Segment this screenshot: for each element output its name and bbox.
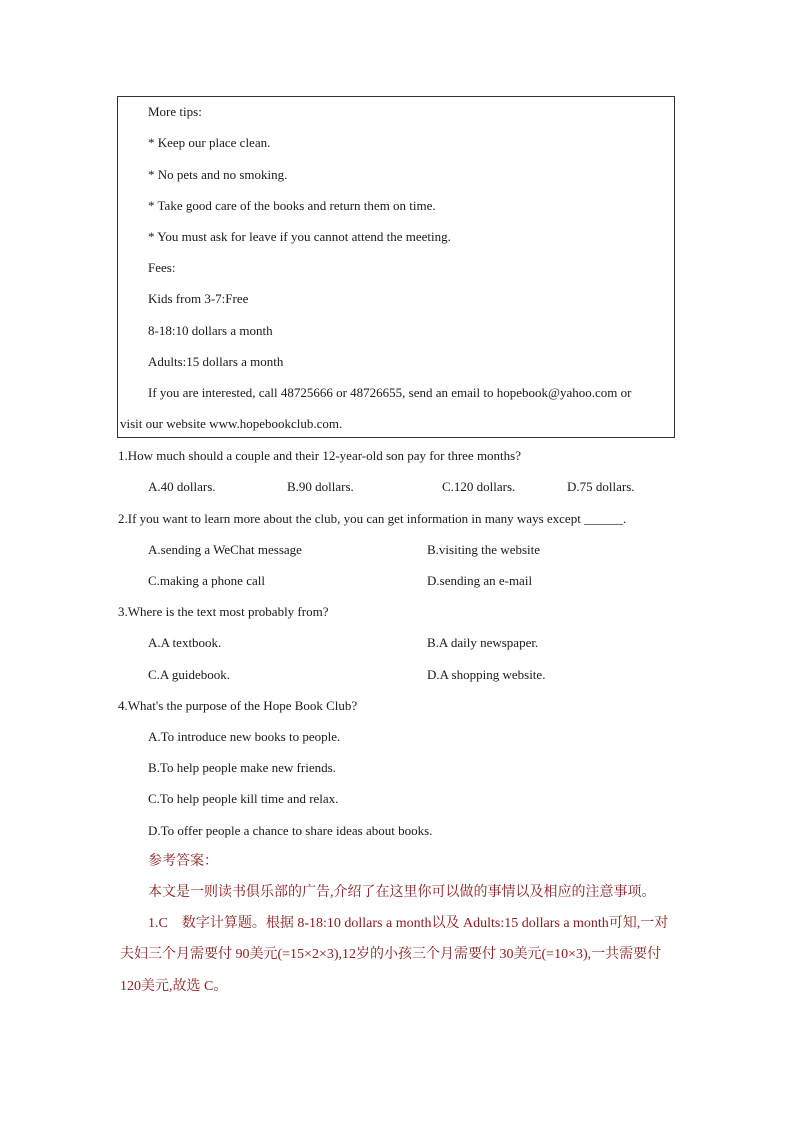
fees-heading: Fees: [148,260,176,275]
question-2: 2.If you want to learn more about the club, you can get information in many ways except ______. [118,511,627,526]
fee-item: 8-18:10 dollars a month [148,323,273,338]
answer-heading: 参考答案： [148,854,218,869]
question-4: 4.What's the purpose of the Hope Book Club? [118,698,358,713]
option-1b: B.90 dollars. [287,479,354,494]
fee-item: Kids from 3-7:Free [148,291,249,306]
option-2b: B.visiting the website [427,542,541,557]
option-1c: C.120 dollars. [442,479,516,494]
option-4b: B.To help people make new friends. [148,760,336,775]
option-2d: D.sending an e-mail [427,573,533,588]
option-1a: A.40 dollars. [148,479,216,494]
tip-item: * No pets and no smoking. [148,167,288,182]
option-1d: D.75 dollars. [567,479,635,494]
answer-explanation: 1.C 数字计算题。根据 8-18:10 dollars a month以及 Adults:15 dollars a month可知,一对 [148,916,669,931]
tip-item: * Take good care of the books and return them on time. [148,198,436,213]
answer-explanation: 120美元,故选 C。 [120,979,228,994]
option-2a: A.sending a WeChat message [148,542,302,557]
option-2c: C.making a phone call [148,573,265,588]
answer-explanation: 夫妇三个月需要付 90美元(=15×2×3),12岁的小孩三个月需要付 30美元(=10×3),一共需要付 [120,947,662,962]
option-3b: B.A daily newspaper. [427,635,539,650]
contact-line: If you are interested, call 48725666 or 48726655, send an email to hopebook@yahoo.com or [148,385,632,400]
tip-item: * Keep our place clean. [148,135,271,150]
option-3d: D.A shopping website. [427,667,546,682]
option-4d: D.To offer people a chance to share ideas about books. [148,823,433,838]
option-4a: A.To introduce new books to people. [148,729,341,744]
question-3: 3.Where is the text most probably from? [118,604,329,619]
answer-summary: 本文是一则读书俱乐部的广告,介绍了在这里你可以做的事情以及相应的注意事项。 [148,885,656,900]
option-3a: A.A textbook. [148,635,222,650]
question-1: 1.How much should a couple and their 12-year-old son pay for three months? [118,448,521,463]
tip-item: * You must ask for leave if you cannot attend the meeting. [148,229,451,244]
tips-heading: More tips: [148,104,202,119]
option-4c: C.To help people kill time and relax. [148,791,339,806]
option-3c: C.A guidebook. [148,667,230,682]
fee-item: Adults:15 dollars a month [148,354,284,369]
contact-line: visit our website www.hopebookclub.com. [120,416,343,431]
